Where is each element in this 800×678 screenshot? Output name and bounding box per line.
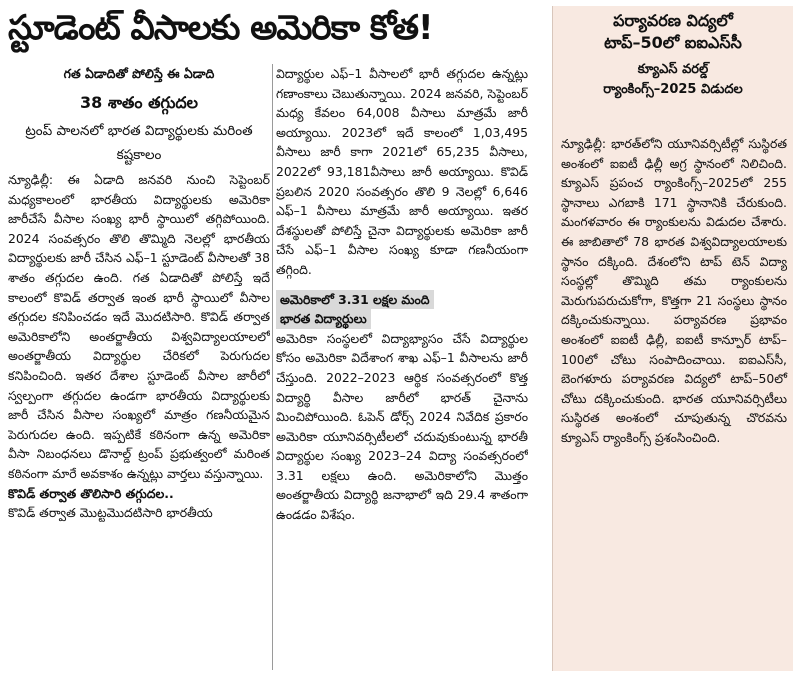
subhead-box	[276, 290, 528, 329]
article-column-1	[8, 170, 270, 673]
subhead-2-line-2: భారత విద్యార్థులు	[276, 309, 371, 329]
subhead-2-line-1: అమెరికాలో 3.31 లక్షల మంది	[276, 290, 434, 310]
subhead-covid: కొవిడ్ తర్వాత తొలిసారి తగ్గుదల..	[8, 485, 174, 501]
sidebar-body: న్యూఢిల్లీ: భారత్‌లోని యూనివర్సిటీల్లో సుస్థిరత అంశంలో ఐఐటీ ఢిల్లీ అగ్ర స్థానంలో నిలిచింది. క్యూఎస్ ప్రపంచ ర్యాంకింగ్స్–2025లో 255 స్థానాలు ఎగబాకి 171 స్థానానికి చేరుకుంది. మంగళవారం ఈ ర్యాంకులను విడుదల చేశారు. ఈ జాబితాలో 78 భారత విశ్వవిద్యాలయాలకు స్థానం దక్కింది. దేశంలోని టాప్ టెన్ విద్యా సంస్థల్లో తొమ్మిది తమ ర్యాంకులను మెరుగుపరుచుకోగా, కొత్తగా 21 సంస్థలు స్థానం దక్కించుకున్నాయి. పర్యావరణ ప్రభావం అంశంలో ఐఐటీ ఢిల్లీ, ఐఐటీ కాన్పూర్ టాప్–100లో చోటు సంపాదించాయి. ఐఐఎస్‌సీ, బెంగళూరు పర్యావరణ విద్యలో టాప్–50లో చోటు దక్కించుకుంది. భారత యూనివర్సిటీలు సుస్థిరత అంశంలో చూపుతున్న చొరవను క్యూఎస్ ర్యాంకింగ్స్ ప్రశంసించింది.	[561, 136, 787, 445]
column-divider	[272, 64, 273, 670]
deck-subtitle: ట్రంప్ పాలనలో భారత విద్యార్థులకు మరింత కష్టకాలం	[25, 123, 253, 163]
sidebar-headline-line-1: పర్యావరణ విద్యలో	[613, 11, 733, 30]
column-2-body-b: అమెరికా సంస్థలలో విద్యాభ్యాసం చేసే విద్యార్థుల కోసం అమెరికా విదేశాంగ శాఖ ఎఫ్–1 వీసాలను జారీ చేస్తుంది. 2022–2023 ఆర్థిక సంవత్సరంలో కొత్త విద్యార్థి వీసాల జారీలో భారత్ చైనాను మించిపోయింది. ఓపెన్ డోర్స్ 2024 నివేదిక ప్రకారం అమెరికా యూనివర్సిటీలలో చదువుకుంటున్న భారతీ విద్యార్థుల సంఖ్య 2023–24 విద్యా సంవత్సరంలో 3.31 లక్షలు ఉంది. అమెరికాలోని మొత్తం అంతర్జాతీయ విద్యార్థి జనాభాలో ఇది 29.4 శాతంగా ఉండడం విశేషం.	[276, 330, 528, 523]
sidebar-sub-line-1: క్యూఎస్ వరల్డ్	[637, 62, 709, 77]
kicker-line-1: గత ఏడాదితో పోలిస్తే ఈ ఏడాది	[63, 66, 215, 81]
main-headline: స్టూడెంట్ వీసాలకు అమెరికా కోత!	[8, 8, 433, 48]
kicker-line-2: 38 శాతం తగ్గుదల	[79, 93, 199, 112]
column-1-body: న్యూఢిల్లీ: ఈ ఏడాది జనవరి నుంచి సెప్టెంబర్ మధ్యకాలంలో భారతీయ విద్యార్థులకు అమెరికా జారీచేసే వీసాల సంఖ్య భారీ స్థాయిలో తగ్గిపోయింది. 2024 సంవత్సరం తొలి తొమ్మిది నెలల్లో భారతీయ విద్యార్థులకు జారీ చేసిన ఎఫ్–1 స్టూడెంట్ వీసాలతో 38 శాతం తగ్గుదల ఉంది. గత ఏడాదితో పోలిస్తే ఇదే కాలంలో కొవిడ్ తర్వాత ఇంత భారీ స్థాయిలో వీసాల తగ్గుదల కనిపించడం ఇదే మొదటిసారి. కొవిడ్ తర్వాత అమెరికాలోని అంతర్జాతీయ విశ్వవిద్యాలయాలలో అంతర్జాతీయ విద్యార్థుల చేరికలో పెరుగుదల కనిపించింది. ఇతర దేశాల స్టూడెంట్ వీసాల జారీలో స్వల్పంగా తగ్గుదల ఉండగా భారతీయ విద్యార్థులకు జారీ చేసిన వీసాల సంఖ్యలో మాత్రం గణనీయమైన పెరుగుదల ఉంది. ఇప్పటికే కఠినంగా ఉన్న అమెరికా వీసా నిబంధనలు డొనాల్డ్ ట్రంప్ ప్రభుత్వంలో మరింత కఠినంగా మారే అవకాశం ఉన్నట్లు వార్తలు వస్తున్నాయి.	[8, 172, 270, 481]
sidebar-story	[552, 6, 793, 671]
article-column-2	[276, 64, 528, 673]
sidebar-sub-line-2: ర్యాంకింగ్స్–2025 విడుదల	[603, 82, 743, 97]
column-2-body: విద్యార్థుల ఎఫ్–1 వీసాలలో భారీ తగ్గుదల ఉన్నట్లు గణాంకాలు చెబుతున్నాయి. 2024 జనవరి, సెప్టెంబర్ మధ్య కేవలం 64,008 వీసాలు మాత్రమే జారీ అయ్యాయి. 2023లో ఇదే కాలంలో 1,03,495 వీసాలు జారీ కాగా 2021లో 65,235 వీసాలు, 2022లో 93,181వీసాలు జారీ అయ్యాయి. కొవిడ్ ప్రబలిన 2020 సంవత్సరం తొలి 9 నెలల్లో 6,646 ఎఫ్–1 వీసాలు మాత్రమే జారీ అయ్యాయి. ఇతర దేశస్థులతో పోలిస్తే చైనా విద్యార్థులకు అమెరికా జారీ చేసే ఎఫ్–1 వీసాల సంఖ్య కూడా గణనీయంగా తగ్గింది.	[276, 66, 528, 277]
column-1-tail: కొవిడ్ తర్వాత మొట్టమొదటిసారి భారతీయ	[8, 505, 213, 521]
sidebar-headline-line-2: టాప్–50లో ఐఐఎస్‌సీ	[604, 33, 742, 52]
